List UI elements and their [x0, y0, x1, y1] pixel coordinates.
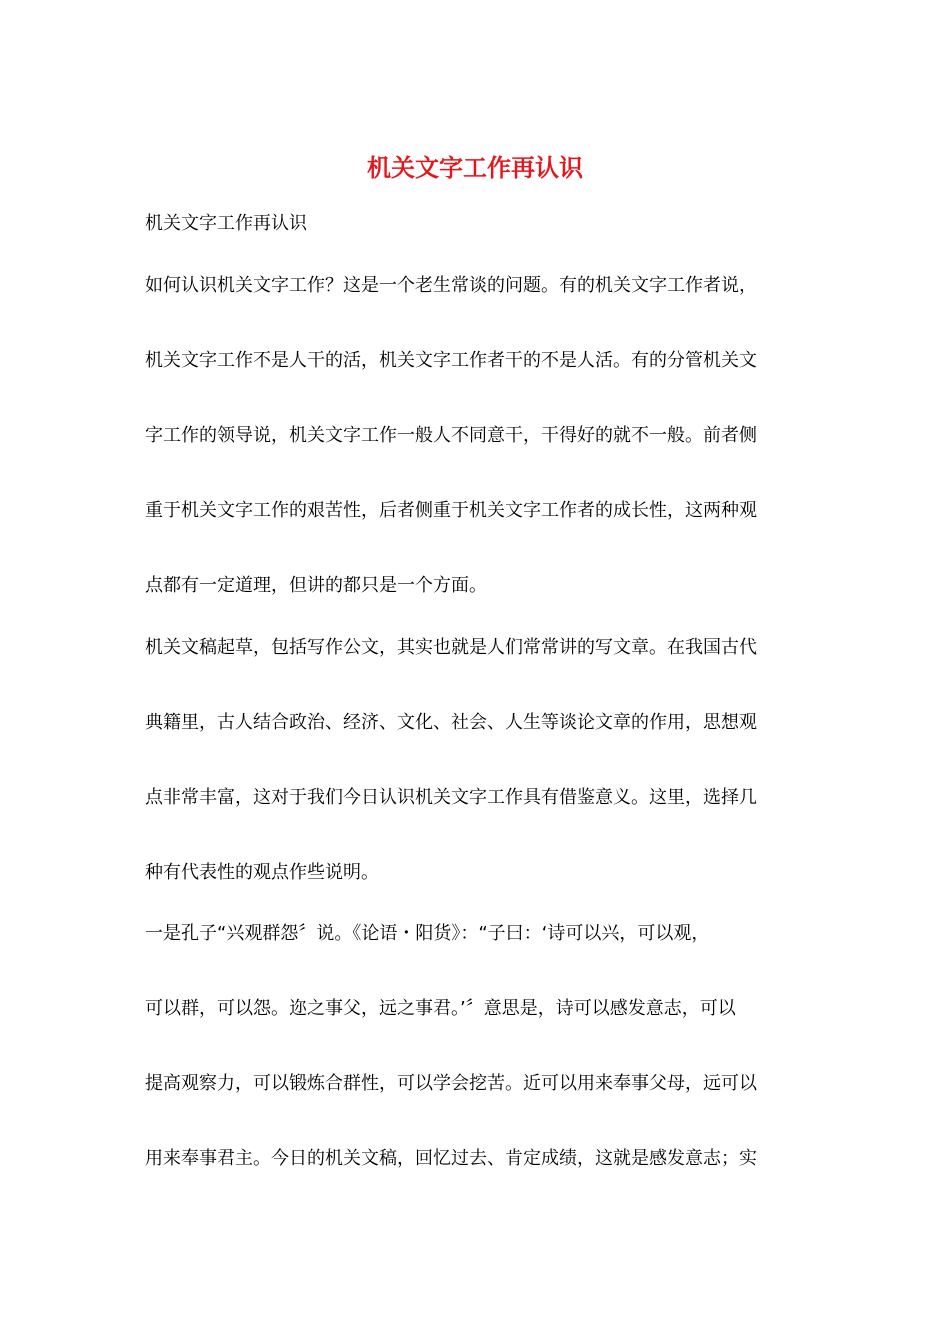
body-line: 用来奉事君主。今日的机关文稿，回忆过去、肯定成绩，这就是感发意志；实 [145, 1148, 757, 1169]
body-line: 重于机关文字工作的艰苦性，后者侧重于机关文字工作者的成长性，这两种观 [145, 500, 757, 521]
body-line: 机关文字工作不是人干的活，机关文字工作者干的不是人活。有的分管机关文 [145, 350, 757, 371]
body-line: 可以群，可以怨。迩之事父，远之事君。’〞意思是，诗可以感发意志，可以 [145, 998, 736, 1019]
body-line: 如何认识机关文字工作？这是一个老生常谈的问题。有的机关文字工作者说， [145, 275, 757, 296]
body-line: 点非常丰富，这对于我们今日认识机关文字工作具有借鉴意义。这里，选择几 [145, 787, 757, 808]
body-line: 一是孔子“兴观群怨〞说。《论语・阳货》：“子曰：‘诗可以兴，可以观， [145, 923, 710, 944]
body-line: 典籍里，古人结合政治、经济、文化、社会、人生等谈论文章的作用，思想观 [145, 712, 757, 733]
document-subtitle: 机关文字工作再认识 [145, 213, 307, 234]
body-line: 字工作的领导说，机关文字工作一般人不同意干，干得好的就不一般。前者侧 [145, 425, 757, 446]
body-line: 种有代表性的观点作些说明。 [145, 862, 379, 883]
body-line: 点都有一定道理，但讲的都只是一个方面。 [145, 575, 487, 596]
document-title: 机关文字工作再认识 [367, 153, 583, 182]
body-line: 提高观察力，可以锻炼合群性，可以学会挖苦。近可以用来奉事父母，远可以 [145, 1073, 757, 1094]
body-line: 机关文稿起草，包括写作公文，其实也就是人们常常讲的写文章。在我国古代 [145, 637, 757, 658]
